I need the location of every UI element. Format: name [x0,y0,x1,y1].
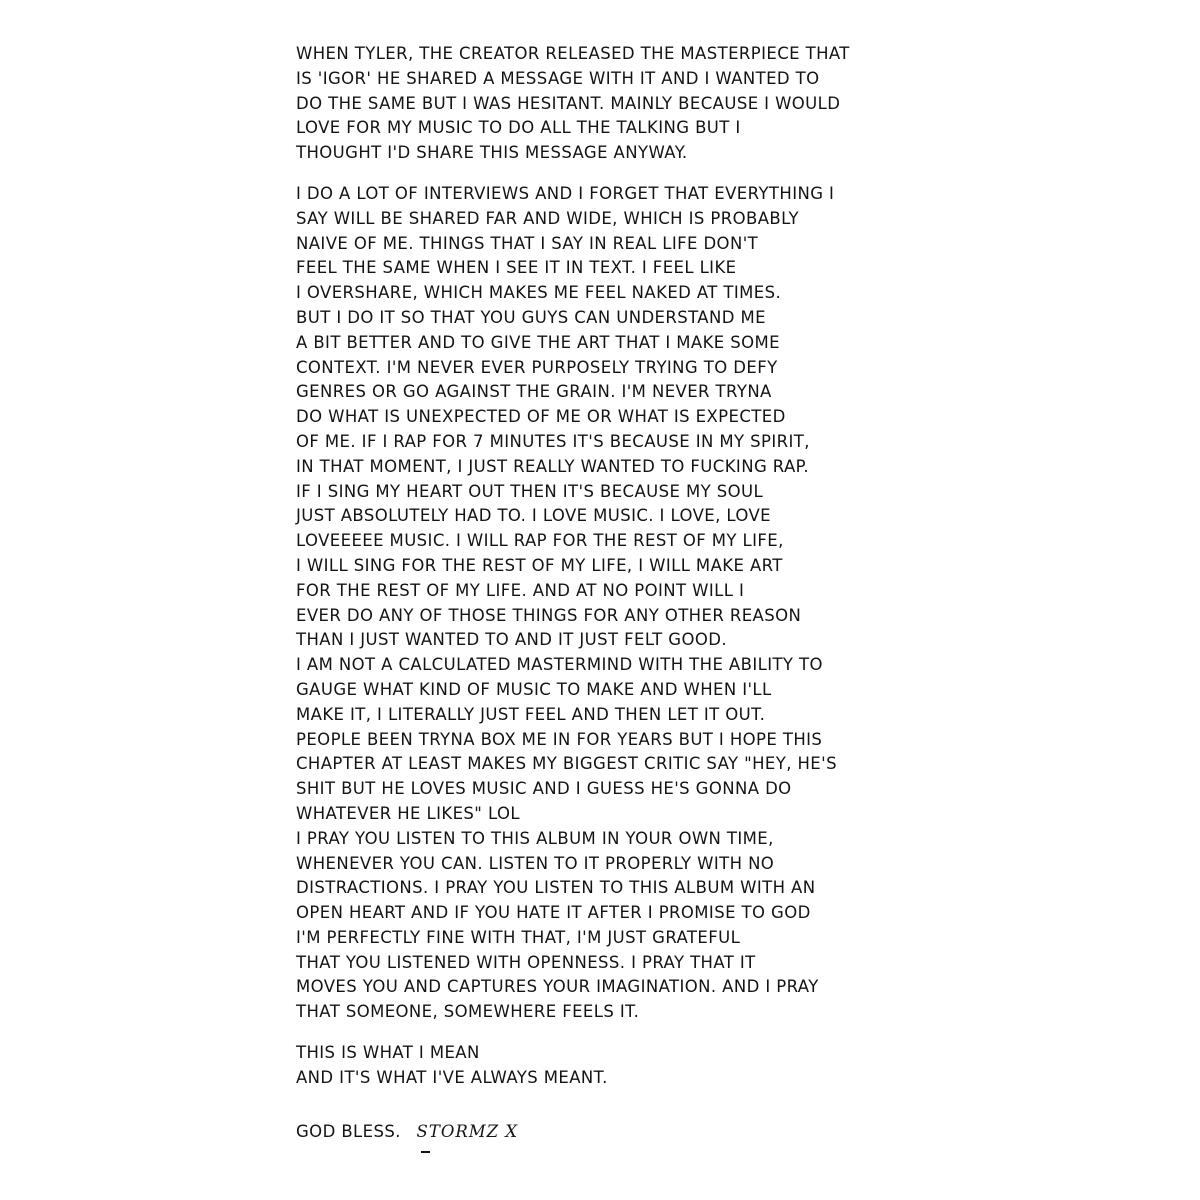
paragraph-gap [296,1025,916,1041]
letter-line: OPEN HEART AND IF YOU HATE IT AFTER I PROMISE TO GOD [296,903,811,923]
letter-line: DISTRACTIONS. I PRAY YOU LISTEN TO THIS ALBUM WITH AN [296,878,816,898]
letter-line: DO THE SAME BUT I WAS HESITANT. MAINLY BECAUSE I WOULD [296,93,841,113]
letter-paragraph-meaning [296,1041,916,1091]
letter-line: IS 'IGOR' HE SHARED A MESSAGE WITH IT AND I WANTED TO [296,68,820,88]
signature [417,1119,519,1145]
letter-line: CHAPTER AT LEAST MAKES MY BIGGEST CRITIC SAY "HEY, HE'S [296,754,837,774]
letter-paragraph-intro [296,42,916,166]
letter-line: WHATEVER HE LIKES" LOL [296,803,520,823]
letter-line: THOUGHT I'D SHARE THIS MESSAGE ANYWAY. [296,143,688,163]
letter-line: EVER DO ANY OF THOSE THINGS FOR ANY OTHER REASON [296,605,802,625]
paragraph-gap [296,1091,916,1119]
letter-line: I WILL SING FOR THE REST OF MY LIFE, I WILL MAKE ART [296,555,783,575]
letter-line: NAIVE OF ME. THINGS THAT I SAY IN REAL LIFE DON'T [296,233,759,253]
signature-underline-mark [421,1151,430,1153]
letter-line: I AM NOT A CALCULATED MASTERMIND WITH THE ABILITY TO [296,655,823,675]
letter-line: MOVES YOU AND CAPTURES YOUR IMAGINATION. AND I PRAY [296,977,819,997]
letter-line: LOVEEEEE MUSIC. I WILL RAP FOR THE REST OF MY LIFE, [296,531,784,551]
letter-line: GAUGE WHAT KIND OF MUSIC TO MAKE AND WHEN I'LL [296,679,772,699]
letter-line: OF ME. IF I RAP FOR 7 MINUTES IT'S BECAUSE IN MY SPIRIT, [296,431,810,451]
paragraph-gap [296,166,916,182]
signature-text: STORMZ X [416,1121,519,1141]
letter-line: AND IT'S WHAT I'VE ALWAYS MEANT. [296,1067,608,1087]
letter-line: I OVERSHARE, WHICH MAKES ME FEEL NAKED AT TIMES. [296,283,782,303]
letter-line: THAT SOMEONE, SOMEWHERE FEELS IT. [296,1002,640,1022]
letter-line: IF I SING MY HEART OUT THEN IT'S BECAUSE MY SOUL [296,481,764,501]
letter-line: DO WHAT IS UNEXPECTED OF ME OR WHAT IS EXPECTED [296,407,786,427]
closing-text: GOD BLESS. [296,1121,401,1141]
letter-line: MAKE IT, I LITERALLY JUST FEEL AND THEN LET IT OUT. [296,704,766,724]
letter-paragraph-body [296,182,916,1025]
letter-line: CONTEXT. I'M NEVER EVER PURPOSELY TRYING TO DEFY [296,357,778,377]
letter-line: IN THAT MOMENT, I JUST REALLY WANTED TO FUCKING RAP. [296,456,810,476]
letter-line: THIS IS WHAT I MEAN [296,1043,480,1063]
handwritten-letter [296,42,916,1145]
closing-row [296,1119,916,1145]
letter-line: THAN I JUST WANTED TO AND IT JUST FELT GOOD. [296,630,728,650]
letter-line: I DO A LOT OF INTERVIEWS AND I FORGET THAT EVERYTHING I [296,183,835,203]
letter-line: WHEN TYLER, THE CREATOR RELEASED THE MASTERPIECE THAT [296,44,850,63]
letter-line: PEOPLE BEEN TRYNA BOX ME IN FOR YEARS BUT I HOPE THIS [296,729,823,749]
letter-line: SAY WILL BE SHARED FAR AND WIDE, WHICH IS PROBABLY [296,208,800,228]
letter-line: A BIT BETTER AND TO GIVE THE ART THAT I MAKE SOME [296,332,780,352]
letter-line: BUT I DO IT SO THAT YOU GUYS CAN UNDERSTAND ME [296,307,766,327]
letter-line: LOVE FOR MY MUSIC TO DO ALL THE TALKING BUT I [296,118,741,138]
letter-line: FEEL THE SAME WHEN I SEE IT IN TEXT. I FEEL LIKE [296,258,737,278]
letter-line: GENRES OR GO AGAINST THE GRAIN. I'M NEVER TRYNA [296,382,772,402]
letter-line: SHIT BUT HE LOVES MUSIC AND I GUESS HE'S GONNA DO [296,779,792,799]
letter-line: I'M PERFECTLY FINE WITH THAT, I'M JUST GRATEFUL [296,927,741,947]
letter-line: THAT YOU LISTENED WITH OPENNESS. I PRAY THAT IT [296,952,756,972]
letter-line: JUST ABSOLUTELY HAD TO. I LOVE MUSIC. I LOVE, LOVE [296,506,771,526]
letter-line: WHENEVER YOU CAN. LISTEN TO IT PROPERLY WITH NO [296,853,775,873]
letter-line: I PRAY YOU LISTEN TO THIS ALBUM IN YOUR OWN TIME, [296,828,774,848]
letter-line: FOR THE REST OF MY LIFE. AND AT NO POINT WILL I [296,580,745,600]
